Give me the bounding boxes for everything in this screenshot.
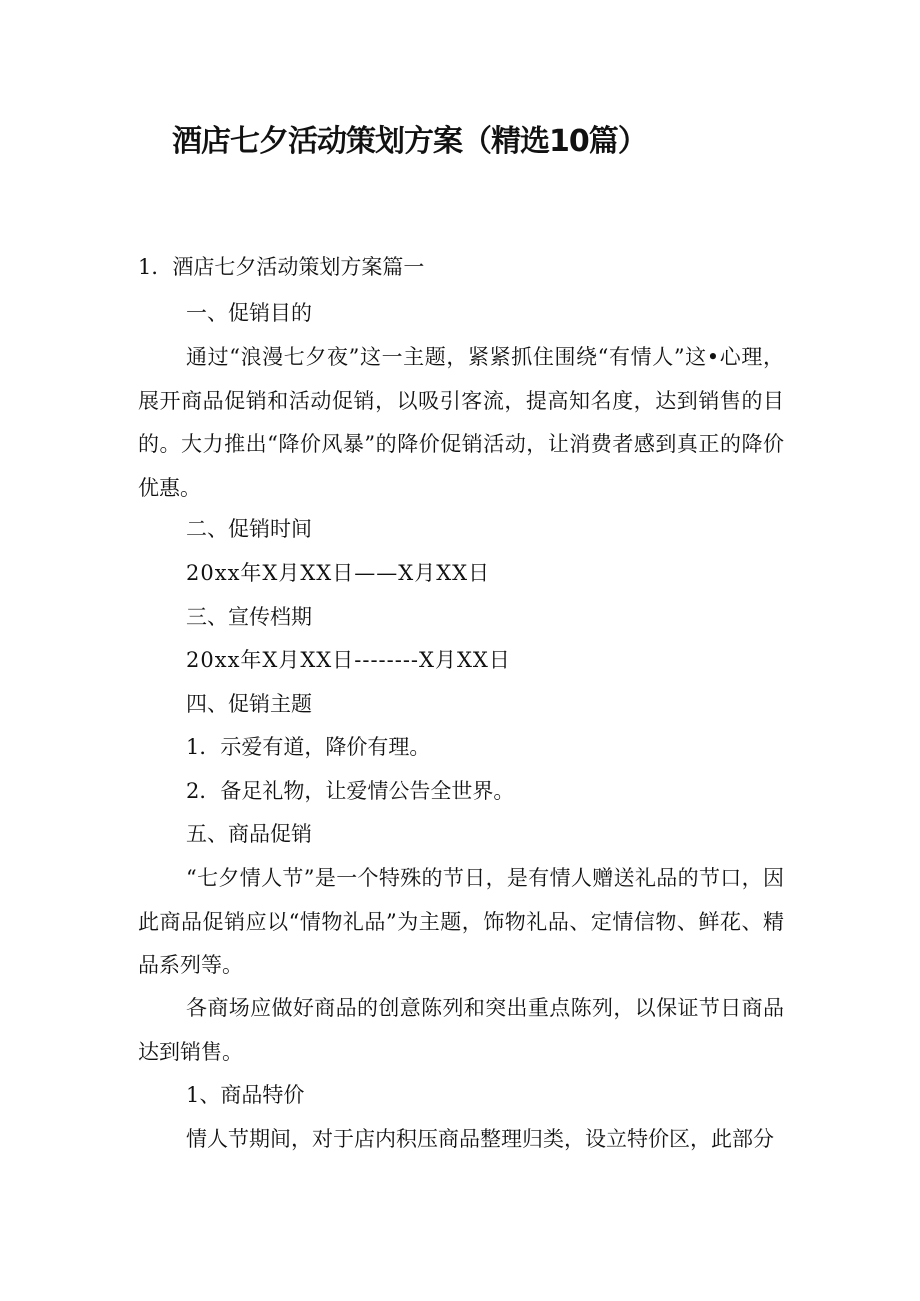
heading-publicity-period: 三、宣传档期 [186,605,312,629]
paragraph-product-promotion: “七夕情人节”是一个特殊的节日，是有情人赠送礼品的节口，因此商品促销应以“情物礼品”为主题，饰物礼品、定情信物、鲜花、精品系列等。 [138,866,784,977]
publicity-period-range: 20xx年X月XX日--------X月XX日 [186,648,511,672]
paragraph-special-price: 情人节期间，对于店内积压商品整理归类，设立特价区，此部分 [186,1127,774,1151]
paragraph-product-display: 各商场应做好商品的创意陈列和突出重点陈列，以保证节日商品达到销售。 [138,996,784,1064]
heading-promotion-goal: 一、促销目的 [186,301,312,325]
promotion-time-range: 20xx年X月XX日——X月XX日 [186,561,491,585]
heading-promotion-theme: 四、促销主题 [186,692,312,716]
paragraph-promotion-goal: 通过“浪漫七夕夜”这一主题，紧紧抓住围绕“有情人”这•心理，展开商品促销和活动促销，以吸引客流，提高知名度，达到销售的目的。大力推出“降价风暴”的降价促销活动，让消费者感到真正的降价优惠。 [138,345,784,500]
heading-product-promotion: 五、商品促销 [186,822,312,846]
document-title: 酒店七夕活动策划方案（精选10篇） [172,124,647,159]
heading-promotion-time: 二、促销时间 [186,517,312,541]
heading-special-price: 1、商品特价 [186,1083,305,1107]
promotion-theme-1: 1．示爱有道，降价有理。 [186,735,431,759]
section-heading: 1．酒店七夕活动策划方案篇一 [138,255,425,279]
promotion-theme-2: 2．备足礼物，让爱情公告全世界。 [186,779,515,803]
